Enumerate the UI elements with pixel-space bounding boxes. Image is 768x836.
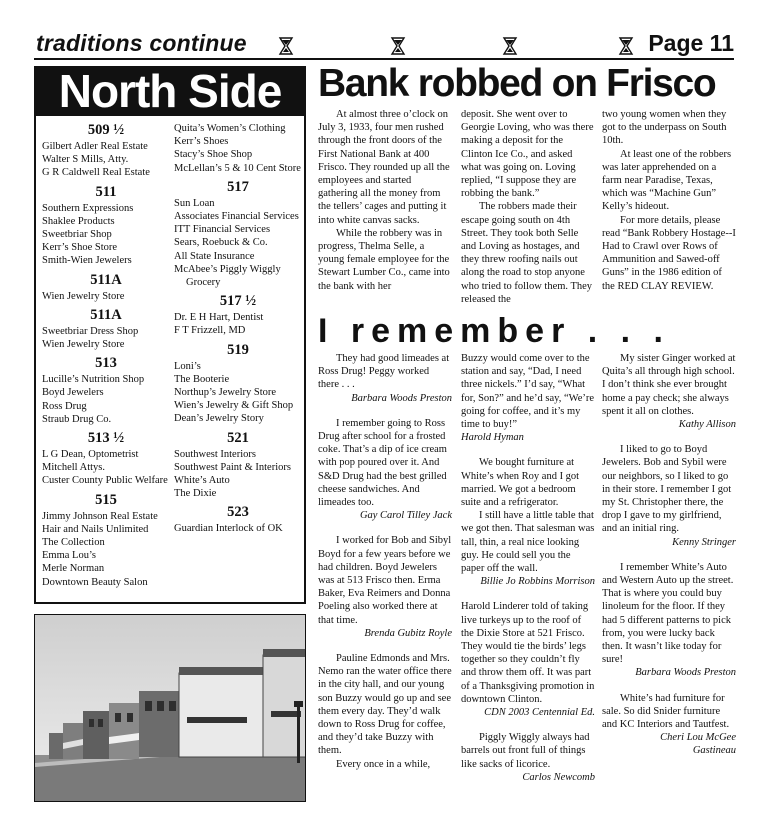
memory-signature: Barbara Woods Preston — [635, 667, 736, 679]
memory-signature: Cheri Lou McGee — [660, 732, 736, 744]
business-entry: Lucille’s Nutrition Shop — [42, 374, 145, 386]
business-entry: Kerr’s Shoe Store — [42, 242, 118, 254]
memory-text: Harold Linderer told of taking live turkeys up to the roof of the Dixie Store at 521 Frisco. They would tie the birds’ legs together so they couldn’t fly and throw them off. It was part of a Thanksgiving promotion in downtown Clinton. — [461, 601, 595, 705]
business-entry: Emma Lou’s — [42, 550, 96, 562]
business-entry: Ross Drug — [42, 400, 87, 412]
address-heading: 523 — [227, 504, 249, 521]
business-entry: Straub Drug Co. — [42, 413, 112, 425]
memory-text: We bought furniture at White’s when Roy and I got married. We got a bedroom suite and a refrigerator. — [461, 457, 580, 509]
business-entry: Smith-Wien Jewelers — [42, 255, 132, 267]
business-entry: Downtown Beauty Salon — [42, 576, 148, 588]
memory-signature: Billie Jo Robbins Morrison — [480, 576, 595, 588]
business-entry: McLellan’s 5 & 10 Cent Store — [174, 162, 301, 174]
business-entry: Custer County Public Welfare — [42, 475, 168, 487]
article-paragraph: While the robbery was in progress, Thelma Selle, a young female employee for the Stewart Lumber Co., came into the bank with her — [318, 227, 450, 292]
business-entry: McAbee’s Piggly Wiggly Grocery — [174, 263, 281, 289]
address-heading: 517 ½ — [219, 293, 257, 310]
memory-signature: Kathy Allison — [678, 419, 736, 431]
memory-text: Piggly Wiggly always had barrels out front full of things like sacks of licorice. — [461, 732, 590, 770]
business-entry: Wien Jewelry Store — [42, 290, 125, 302]
business-entry: L G Dean, Optometrist — [42, 449, 139, 461]
business-entry: Wien Jewelry Store — [42, 339, 125, 351]
memory-signature: Harold Hyman — [461, 432, 524, 444]
address-heading: 513 — [95, 355, 117, 372]
article-headline: Bank robbed on Frisco — [318, 62, 716, 105]
address-heading: 519 — [227, 341, 249, 358]
business-entry: Dean’s Jewelry Story — [174, 413, 264, 425]
business-entry: Kerr’s Shoes — [174, 136, 229, 148]
business-entry: F T Frizzell, MD — [174, 325, 246, 337]
memory-text: White’s had furniture for sale. So did Snider furniture and KC Interiors and Tautfest. — [602, 692, 730, 731]
article-paragraph: The robbers made their escape going south on 4th Street. They took both Selle and Loving as hostages, and they threw roofing nails out along the road to stop anyone who tried to follow them. They released the — [461, 201, 593, 305]
business-entry: Loni’s — [174, 360, 201, 372]
downtown-street-photo — [34, 614, 306, 802]
hourglass-ornament-icon — [618, 37, 634, 55]
business-entry: Guardian Interlock of OK — [174, 523, 283, 535]
address-heading: 511A — [90, 306, 122, 323]
business-entry: The Dixie — [174, 488, 217, 500]
address-heading: 517 — [227, 178, 249, 195]
business-entry: Merle Norman — [42, 563, 105, 575]
memory-text: I worked for Bob and Sibyl Boyd for a few years before we had children. Boyd Jewelers was at 513 Frisco then. Erma Baker, Eva Reimers and Donna Poeling also worked there at that time. — [318, 535, 452, 626]
business-entry: Wien’s Jewelry & Gift Shop — [174, 400, 294, 412]
remember-column-2 — [461, 352, 595, 784]
hourglass-ornament-icon — [390, 37, 406, 55]
memory-signature: Brenda Gubitz Royle — [364, 627, 452, 639]
business-entry: Southern Expressions — [42, 202, 134, 214]
memory-text: I liked to go to Boyd Jewelers. Bob and Sybil were our neighbors, so I liked to go in their store. I remember I got my St. Christopher there, the drop I gave to my girlfriend, and an initial ring. — [602, 444, 732, 535]
address-heading: 513 ½ — [87, 430, 125, 447]
article-paragraph: two young women when they got to the underpass on South 10th. — [602, 109, 727, 147]
business-entry: Stacy’s Shoe Shop — [174, 149, 253, 161]
article-column-2 — [461, 108, 595, 306]
address-heading: 521 — [227, 429, 249, 446]
memory-signature: Gastineau — [692, 745, 736, 757]
business-entry: The Collection — [42, 537, 105, 549]
article-paragraph: For more details, please read “Bank Robbery Hostage--I Had to Crawl over Rows of Ammunition and Sawed-off Guns” in the 1986 edition of the RED CLAY REVIEW. — [602, 214, 736, 292]
business-entry: Northup’s Jewelry Store — [174, 387, 277, 399]
business-entry: Mitchell Attys. — [42, 462, 105, 474]
address-heading: 511 — [95, 183, 117, 200]
memory-text: Buzzy would come over to the station and say, “Dad, I need three nickels.” I’d say, “What for, Son?” and he’d say, “We’re going for coffee, and it’s my time to buy!” — [461, 353, 595, 431]
business-entry: Boyd Jewelers — [42, 387, 104, 399]
memory-text: Pauline Edmonds and Mrs. Nemo ran the water office there in the city hall, and our young son Buzzy would go up and see them every day. They’d walk down to Ross Drug for coffee, and they’d take Buzzy with them. — [318, 653, 452, 757]
article-paragraph: deposit. She went over to Georgie Loving, who was there making a deposit for the Clinton Ice Co., and asked what was going on. Loving replied, “I suppose they are robbing the bank.” — [461, 109, 594, 200]
business-entry: Dr. E H Hart, Dentist — [174, 312, 264, 324]
article-paragraph: At least one of the robbers was later apprehended on a farm near Paradise, Texas, which was “Machine Gun” Kelly’s hideout. — [602, 148, 732, 213]
business-entry: G R Caldwell Real Estate — [42, 167, 150, 179]
article-column-3 — [602, 108, 736, 293]
business-entry: All State Insurance — [174, 250, 255, 262]
remember-heading: I remember . . . — [318, 312, 670, 350]
business-entry: White’s Auto — [174, 475, 230, 487]
business-entry: Shaklee Products — [42, 215, 115, 227]
north-side-title: North Side — [34, 66, 306, 116]
memory-signature: CDN 2003 Centennial Ed. — [484, 707, 595, 719]
business-entry: Quita’s Women’s Clothing — [174, 123, 286, 134]
memory-text: Every once in a while, — [336, 758, 431, 770]
article-paragraph: At almost three o’clock on July 3, 1933, four men rushed through the front doors of the First National Bank at 400 Frisco. They rounded up all the employees and started gathering all the money from the tellers’ cages and putting it into white canvas sacks. — [318, 109, 450, 226]
business-entry: Associates Financial Services — [174, 211, 299, 223]
business-entry: Jimmy Johnson Real Estate — [42, 510, 158, 522]
business-entry: Sweetbriar Dress Shop — [42, 325, 139, 337]
memory-text: I remember going to Ross Drug after school for a frosted coke. That’s a dip of ice cream with pop poured over it. And S&D Drug had the best grilled cheese sandwiches. And limeades too. — [318, 417, 447, 509]
memory-text: My sister Ginger worked at Quita’s all through high school. I don’t think she ever brought home a pay check; she always spent it all on clothes. — [602, 353, 736, 417]
directory-column-1 — [42, 118, 170, 589]
business-entry: The Booterie — [174, 373, 230, 385]
business-entry: Southwest Interiors — [174, 448, 256, 460]
memory-text: They had good limeades at Ross Drug! Peggy worked there . . . — [318, 353, 450, 391]
memory-signature: Barbara Woods Preston — [351, 392, 452, 404]
business-entry: Sweetbriar Shop — [42, 229, 112, 241]
memory-signature: Carlos Newcomb — [522, 771, 595, 783]
business-entry: Walter S Mills, Atty. — [42, 154, 129, 166]
memory-signature: Gay Carol Tilley Jack — [359, 510, 452, 522]
address-heading: 515 — [95, 491, 117, 508]
address-heading: 511A — [90, 271, 122, 288]
section-title: traditions continue — [36, 30, 247, 56]
hourglass-ornament-icon — [502, 37, 518, 55]
memory-signature: Kenny Stringer — [672, 536, 736, 548]
memory-text: I still have a little table that we got then. That salesman was tall, thin, a real nice looking guy. He could sell you the paper off the wall. — [461, 510, 595, 575]
directory-column-2 — [174, 122, 302, 536]
business-entry: Hair and Nails Unlimited — [42, 523, 149, 535]
header-rule — [34, 58, 734, 60]
remember-column-3 — [602, 352, 736, 758]
business-entry: Sun Loan — [174, 197, 215, 209]
remember-column-1 — [318, 352, 452, 771]
business-entry: ITT Financial Services — [174, 224, 271, 236]
address-heading: 509 ½ — [87, 122, 125, 138]
business-entry: Sears, Roebuck & Co. — [174, 237, 268, 249]
memory-text: I remember White’s Auto and Western Auto up the street. That is where you could buy linoleum for the floor. If they had 5 different patterns to pick from, you were lucky back then. It wasn’t like today for sure! — [602, 561, 734, 666]
business-entry: Gilbert Adler Real Estate — [42, 141, 148, 152]
article-column-1 — [318, 108, 452, 293]
hourglass-ornament-icon — [278, 37, 294, 55]
page-number: Page 11 — [648, 30, 734, 56]
business-entry: Southwest Paint & Interiors — [174, 461, 291, 473]
